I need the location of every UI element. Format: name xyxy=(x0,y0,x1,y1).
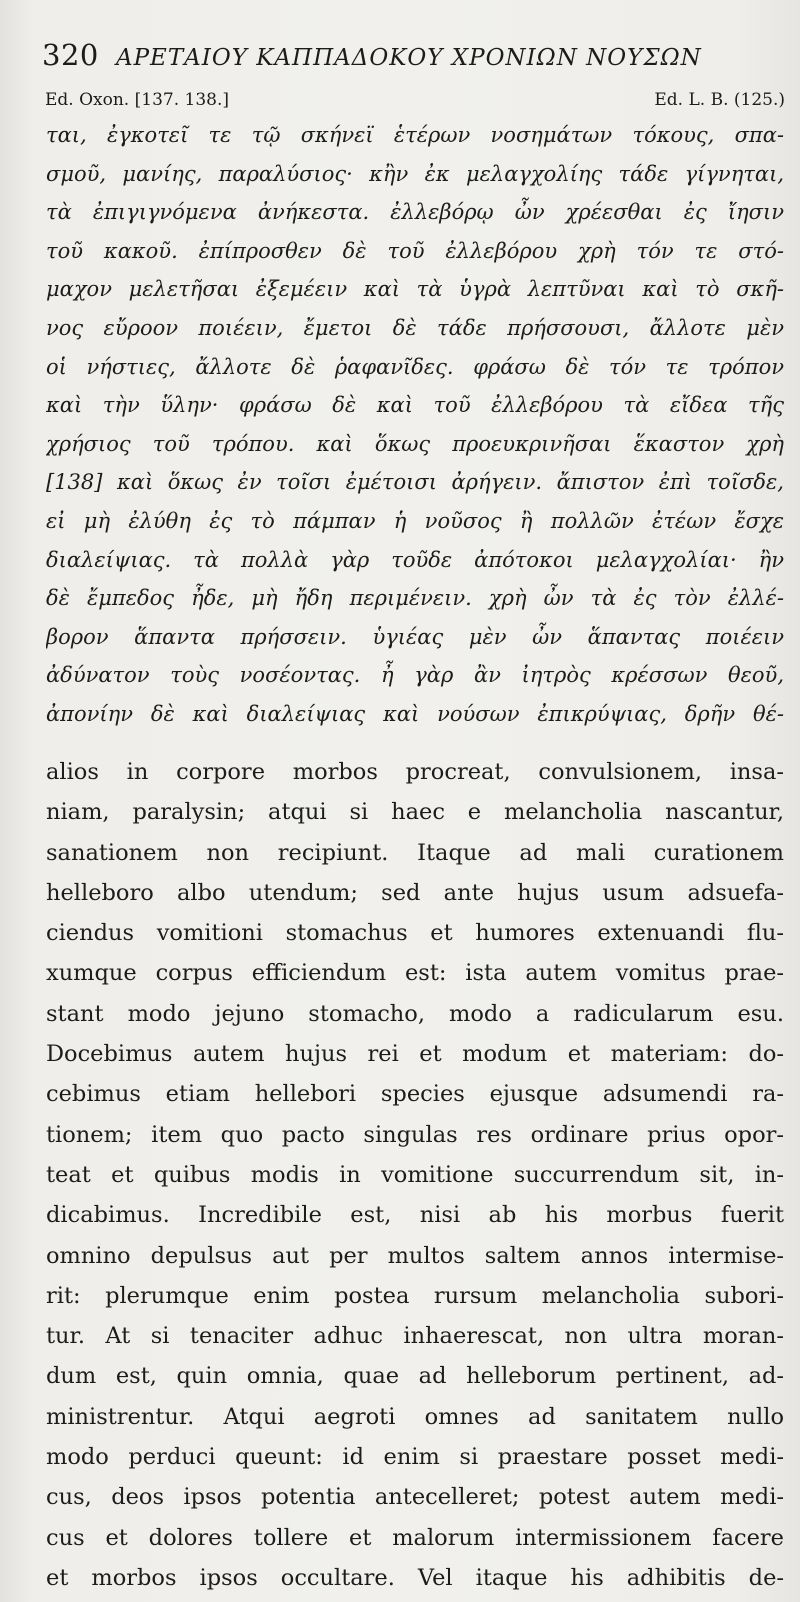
greek-line: ται, ἐγκοτεῖ τε τῷ σκήνεϊ ἑτέρων νοσημάτων τόκους, σπα- xyxy=(46,123,784,147)
latin-line: cus et dolores tollere et malorum intermissionem facere xyxy=(46,1524,784,1551)
latin-line: dum est, quin omnia, quae ad helleborum pertinent, ad- xyxy=(46,1363,784,1390)
greek-line: νος εὔροον ποιέειν, ἔμετοι δὲ τάδε πρήσσουσι, ἄλλοτε μὲν xyxy=(46,315,784,340)
greek-line: τοῦ κακοῦ. ἐπίπροσθεν δὲ τοῦ ἐλλεβόρου χρὴ τόν τε στό- xyxy=(46,238,784,263)
latin-line: sanationem non recipiunt. Itaque ad mali curationem xyxy=(46,839,784,866)
edition-reference-line xyxy=(45,90,785,118)
greek-line: οἱ νήστιες, ἄλλοτε δὲ ῥαφανῖδες. φράσω δὲ τόν τε τρόπον xyxy=(46,354,784,379)
latin-line: tur. At si tenaciter adhuc inhaerescat, non ultra moran- xyxy=(46,1323,784,1350)
greek-line: μαχον μελετῆσαι ἐξεμέειν καὶ τὰ ὑγρὰ λεπτῦναι καὶ τὸ σκῆ- xyxy=(46,277,784,302)
latin-line: Docebimus autem hujus rei et modum et materiam: do- xyxy=(46,1041,784,1068)
greek-line: ἀπονίην δὲ καὶ διαλείψιας καὶ νούσων ἐπικρύψιας, δρῆν θέ- xyxy=(46,701,784,726)
running-head xyxy=(42,38,782,78)
latin-line: niam, paralysin; atqui si haec e melancholia nascantur, xyxy=(46,799,784,826)
greek-line: βορον ἅπαντα πρήσσειν. ὑγιέας μὲν ὦν ἅπαντας ποιέειν xyxy=(46,624,784,649)
greek-line: τὰ ἐπιγιγνόμενα ἀνήκεστα. ἐλλεβόρῳ ὦν χρέεσθαι ἐς ἴησιν xyxy=(46,200,784,225)
running-title: ΑΡΕΤΑΙΟΥ ΚΑΠΠΑΔΟΚΟΥ ΧΡΟΝΙΩΝ ΝΟΥΣΩΝ xyxy=(115,45,702,71)
latin-line: cebimus etiam hellebori species ejusque adsumendi ra- xyxy=(46,1081,784,1108)
greek-line: [138] καὶ ὅκως ἐν τοῖσι ἐμέτοισι ἀρήγειν. ἄπιστον ἐπὶ τοῖσδε, xyxy=(46,470,784,495)
edition-lb-reference: Ed. L. B. (125.) xyxy=(654,90,785,110)
latin-line: ciendus vomitioni stomachus et humores extenuandi flu- xyxy=(46,920,784,947)
greek-line: ἀδύνατον τοὺς νοσέοντας. ἦ γὰρ ἂν ἰητρὸς κρέσσων θεοῦ, xyxy=(46,663,784,688)
latin-line: modo perduci queunt: id enim si praestare posset medi- xyxy=(46,1444,784,1471)
greek-text-block xyxy=(46,116,784,734)
greek-line: καὶ τὴν ὕλην· φράσω δὲ καὶ τοῦ ἐλλεβόρου τὰ εἴδεα τῆς xyxy=(46,393,784,418)
page-number: 320 xyxy=(42,38,99,72)
latin-translation-block xyxy=(46,752,784,1598)
greek-line: σμοῦ, μανίης, παραλύσιος· κἢν ἐκ μελαγχολίης τάδε γίγνηται, xyxy=(46,161,784,186)
greek-line: χρήσιος τοῦ τρόπου. καὶ ὅκως προευκρινῆσαι ἕκαστον χρὴ xyxy=(46,431,784,456)
latin-line: omnino depulsus aut per multos saltem annos intermise- xyxy=(46,1242,784,1269)
latin-line: stant modo jejuno stomacho, modo a radicularum esu. xyxy=(46,1000,784,1027)
latin-line: rit: plerumque enim postea rursum melancholia subori- xyxy=(46,1282,784,1309)
latin-line: alios in corpore morbos procreat, convulsionem, insa- xyxy=(46,759,784,785)
latin-line: xumque corpus efficiendum est: ista autem vomitus prae- xyxy=(46,960,784,987)
latin-line: tionem; item quo pacto singulas res ordinare prius opor- xyxy=(46,1121,784,1148)
edition-oxon-reference: Ed. Oxon. [137. 138.] xyxy=(45,90,229,110)
greek-line: διαλείψιας. τὰ πολλὰ γὰρ τοῦδε ἀπότοκοι μελαγχολίαι· ἢν xyxy=(46,547,784,572)
greek-line: εἰ μὴ ἐλύθη ἐς τὸ πάμπαν ἡ νοῦσος ἢ πολλῶν ἐτέων ἔσχε xyxy=(46,508,784,533)
latin-line: cus, deos ipsos potentia antecelleret; potest autem medi- xyxy=(46,1484,784,1511)
latin-line: ministrentur. Atqui aegroti omnes ad sanitatem nullo xyxy=(46,1403,784,1430)
greek-line: δὲ ἔμπεδος ἦδε, μὴ ἤδη περιμένειν. χρὴ ὦν τὰ ἐς τὸν ἐλλέ- xyxy=(46,586,784,611)
latin-line: teat et quibus modis in vomitione succurrendum sit, in- xyxy=(46,1161,784,1188)
latin-line: helleboro albo utendum; sed ante hujus usum adsuefa- xyxy=(46,879,784,906)
latin-line: dicabimus. Incredibile est, nisi ab his morbus fuerit xyxy=(46,1202,784,1229)
latin-line: et morbos ipsos occultare. Vel itaque his adhibitis de- xyxy=(46,1564,784,1591)
